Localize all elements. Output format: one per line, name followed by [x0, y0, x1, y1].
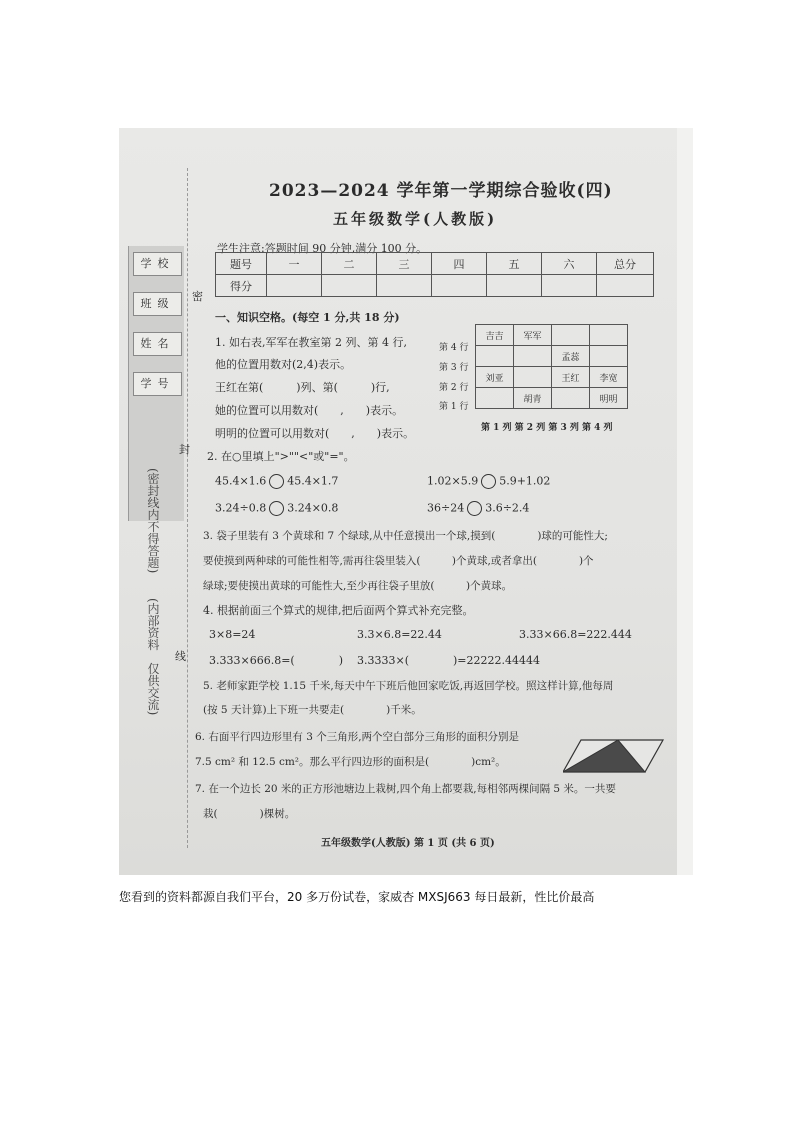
q6-line2: 7.5 cm² 和 12.5 cm²。那么平行四边形的面积是( )cm²。 — [195, 756, 506, 768]
seat-cell — [476, 388, 514, 409]
exam-title: 2023—2024 学年第一学期综合验收(四) — [269, 181, 613, 201]
class-box: 班级 — [133, 292, 182, 316]
score-cell[interactable] — [487, 275, 542, 297]
seat-cell: 胡青 — [514, 388, 552, 409]
q1-line3: 王红在第( )列、第( )行, — [215, 381, 390, 394]
seat-cell: 王红 — [552, 367, 590, 388]
q2-d — [427, 501, 529, 516]
score-cell: 二 — [322, 253, 377, 275]
row-label: 第 1 行 — [439, 402, 469, 412]
q2-prompt: 2. 在○里填上">""<"或"="。 — [207, 450, 355, 463]
compare-circle[interactable] — [467, 501, 482, 516]
compare-circle[interactable] — [269, 474, 284, 489]
q2-b — [427, 474, 550, 489]
q1-line2: 他的位置用数对(2,4)表示。 — [215, 358, 352, 371]
score-cell: 题号 — [216, 253, 267, 275]
row-label: 第 2 行 — [439, 383, 469, 393]
q2-b-right: 5.9+1.02 — [499, 474, 551, 488]
q2-a-right: 45.4×1.7 — [287, 474, 339, 488]
page-footer: 五年级数学(人教版) 第 1 页 (共 6 页) — [321, 838, 495, 849]
q2-b-left: 1.02×5.9 — [427, 474, 479, 488]
q3-line1: 3. 袋子里装有 3 个黄球和 7 个绿球,从中任意摸出一个球,摸到( )球的可能性大; — [203, 530, 608, 542]
compare-circle[interactable] — [269, 501, 284, 516]
number-box: 学号 — [133, 372, 182, 396]
score-cell: 四 — [432, 253, 487, 275]
q2-c-left: 3.24÷0.8 — [215, 501, 267, 515]
score-cell[interactable] — [322, 275, 377, 297]
next-page-edge — [677, 128, 693, 875]
score-cell: 一 — [267, 253, 322, 275]
q2-d-left: 36÷24 — [427, 501, 465, 515]
parallelogram-figure — [563, 738, 665, 774]
score-cell[interactable] — [377, 275, 432, 297]
score-cell[interactable] — [267, 275, 322, 297]
q4-prompt: 4. 根据前面三个算式的规律,把后面两个算式补充完整。 — [203, 604, 474, 617]
exam-photo — [119, 128, 693, 875]
exam-notice: 学生注意:答题时间 90 分钟,满分 100 分。 — [217, 242, 428, 255]
score-value-row — [216, 275, 654, 297]
seat-grid — [475, 324, 628, 409]
score-cell: 得分 — [216, 275, 267, 297]
seal-xian: 线 — [175, 650, 186, 663]
section-heading: 一、知识空格。(每空 1 分,共 18 分) — [215, 311, 400, 324]
score-cell[interactable] — [542, 275, 597, 297]
score-header-row — [216, 253, 654, 275]
name-box: 姓名 — [133, 332, 182, 356]
score-cell: 六 — [542, 253, 597, 275]
q7-line2: 栽( )棵树。 — [203, 808, 296, 820]
seat-cell: 刘亚 — [476, 367, 514, 388]
score-table — [215, 252, 654, 297]
q4-eq4: 3.333×666.8=( ) — [209, 654, 343, 667]
q6-line1: 6. 右面平行四边形里有 3 个三角形,两个空白部分三角形的面积分别是 — [195, 731, 520, 743]
seal-mi: 密 — [192, 290, 203, 303]
exam-subtitle: 五年级数学(人教版) — [333, 210, 498, 228]
seat-cell: 孟蕊 — [552, 346, 590, 367]
q4-eq2: 3.3×6.8=22.44 — [357, 628, 442, 641]
score-cell: 总分 — [597, 253, 654, 275]
school-box: 学校 — [133, 252, 182, 276]
compare-circle[interactable] — [481, 474, 496, 489]
q1-line5: 明明的位置可以用数对( , )表示。 — [215, 427, 415, 440]
score-cell[interactable] — [597, 275, 654, 297]
q4-eq3: 3.33×66.8=222.444 — [519, 628, 632, 641]
score-cell: 五 — [487, 253, 542, 275]
seat-cell — [590, 346, 628, 367]
no-answer-note: (密封线内不得答题) — [146, 468, 160, 574]
seal-line — [187, 168, 188, 848]
source-caption: 您看到的资料都源自我们平台，20 多万份试卷，家威杏 MXSJ663 每日最新，性比价最高 — [119, 890, 595, 904]
row-label: 第 3 行 — [439, 363, 469, 373]
score-cell: 三 — [377, 253, 432, 275]
seat-cell: 军军 — [514, 325, 552, 346]
q5-line1: 5. 老师家距学校 1.15 千米,每天中午下班后他回家吃饭,再返回学校。照这样计算,他每周 — [203, 680, 614, 692]
q4-eq1: 3×8=24 — [209, 628, 256, 641]
seat-cell — [552, 388, 590, 409]
seat-cell — [514, 346, 552, 367]
q2-a — [215, 474, 338, 489]
seat-cell — [476, 346, 514, 367]
col-labels: 第 1 列 第 2 列 第 3 列 第 4 列 — [481, 423, 613, 433]
q7-line1: 7. 在一个边长 20 米的正方形池塘边上栽树,四个角上都要栽,每相邻两棵间隔 5 米。一共要 — [195, 783, 616, 795]
internal-note: (内部资料 仅供交流) — [146, 598, 160, 716]
q2-c-right: 3.24×0.8 — [287, 501, 339, 515]
seat-cell — [590, 325, 628, 346]
q2-c — [215, 501, 338, 516]
q1-line4: 她的位置可以用数对( , )表示。 — [215, 404, 404, 417]
q2-d-right: 3.6÷2.4 — [485, 501, 530, 515]
q3-line3: 绿球;要使摸出黄球的可能性大,至少再往袋子里放( )个黄球。 — [203, 580, 513, 592]
seat-cell: 吉吉 — [476, 325, 514, 346]
row-label: 第 4 行 — [439, 343, 469, 353]
q5-line2: (按 5 天计算)上下班一共要走( )千米。 — [203, 704, 422, 716]
q3-line2: 要使摸到两种球的可能性相等,需再往袋里装入( )个黄球,或者拿出( )个 — [203, 555, 594, 567]
seal-feng: 封 — [179, 443, 190, 456]
seat-cell — [514, 367, 552, 388]
seat-cell — [552, 325, 590, 346]
q2-a-left: 45.4×1.6 — [215, 474, 267, 488]
seat-cell: 李宽 — [590, 367, 628, 388]
score-cell[interactable] — [432, 275, 487, 297]
q1-line1: 1. 如右表,军军在教室第 2 列、第 4 行, — [215, 336, 407, 349]
q4-eq5: 3.3333×( )=22222.44444 — [357, 654, 540, 667]
seat-cell: 明明 — [590, 388, 628, 409]
